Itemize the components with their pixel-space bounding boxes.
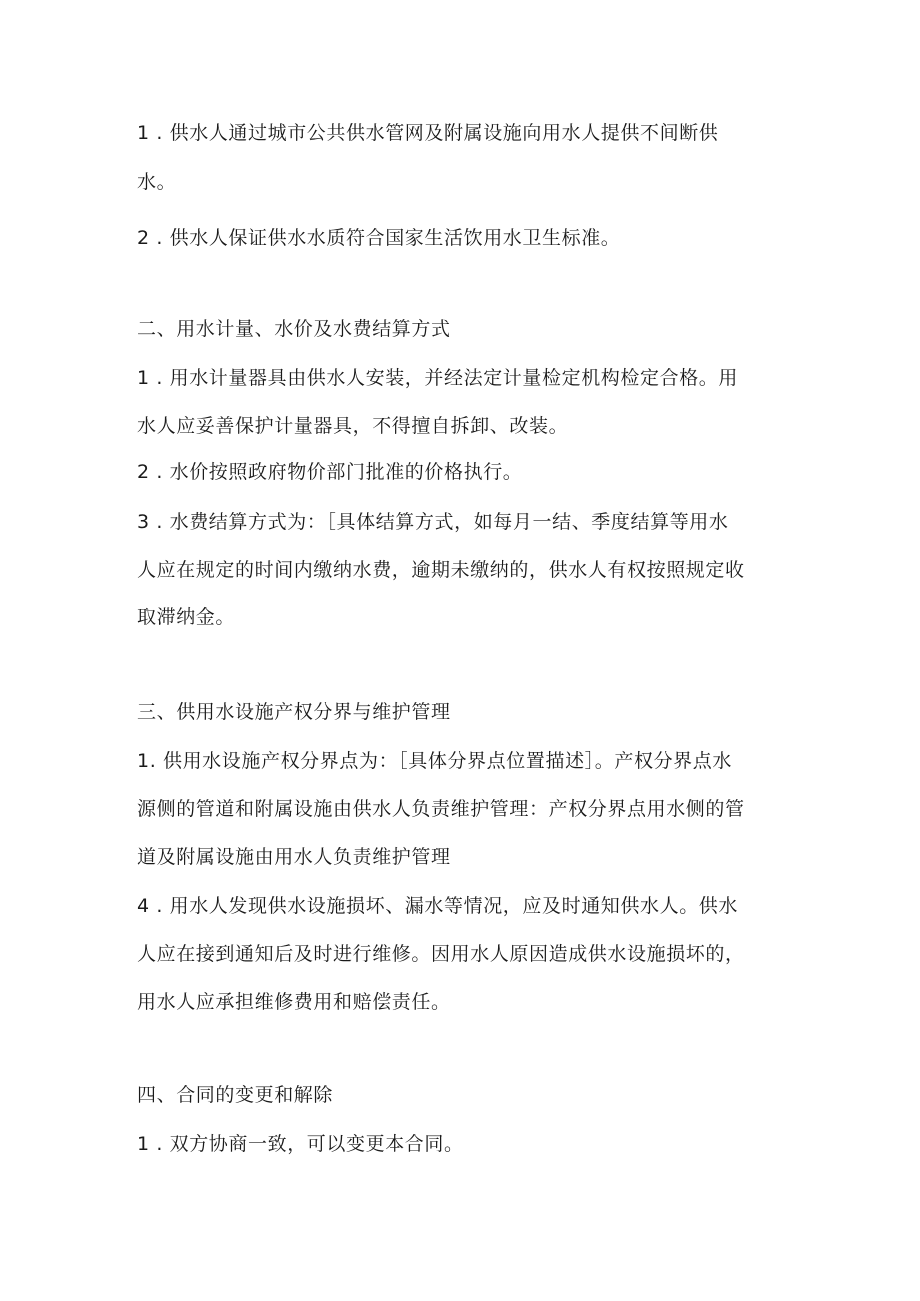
text-line: 用水人应承担维修费用和赔偿责任。 (137, 991, 451, 1013)
section-heading: 四、合同的变更和解除 (137, 1084, 334, 1106)
text-line: 水。 (137, 171, 177, 193)
text-line: 3 . 水费结算方式为：［具体结算方式，如每月一结、季度结算等用水 (137, 511, 729, 533)
text-line: 取滞纳金。 (137, 606, 236, 628)
text-line: 1 . 用水计量器具由供水人安装，并经法定计量检定机构检定合格。用 (137, 367, 739, 389)
section-heading: 三、供用水设施产权分界与维护管理 (137, 701, 451, 723)
text-line: 道及附属设施由用水人负责维护管理 (137, 846, 451, 868)
section-heading: 二、用水计量、水价及水费结算方式 (137, 318, 451, 340)
text-line: 水人应妥善保护计量器具，不得擅自拆卸、改装。 (137, 415, 569, 437)
text-line: 人应在规定的时间内缴纳水费，逾期未缴纳的，供水人有权按照规定收 (137, 559, 745, 581)
text-line: 2 . 供水人保证供水水质符合国家生活饮用水卫生标准。 (137, 227, 621, 249)
text-line: 源侧的管道和附属设施由供水人负责维护管理：产权分界点用水侧的管 (137, 798, 745, 820)
text-line: 人应在接到通知后及时进行维修。因用水人原因造成供水设施损坏的， (137, 943, 745, 965)
text-line: 1 . 供水人通过城市公共供水管网及附属设施向用水人提供不间断供 (137, 122, 719, 144)
text-line: 2 . 水价按照政府物价部门批准的价格执行。 (137, 461, 523, 483)
text-line: 1. 供用水设施产权分界点为：［具体分界点位置描述］。产权分界点水 (137, 750, 732, 772)
text-line: 4 . 用水人发现供水设施损坏、漏水等情况，应及时通知供水人。供水 (137, 895, 739, 917)
text-line: 1 . 双方协商一致，可以变更本合同。 (137, 1133, 464, 1155)
